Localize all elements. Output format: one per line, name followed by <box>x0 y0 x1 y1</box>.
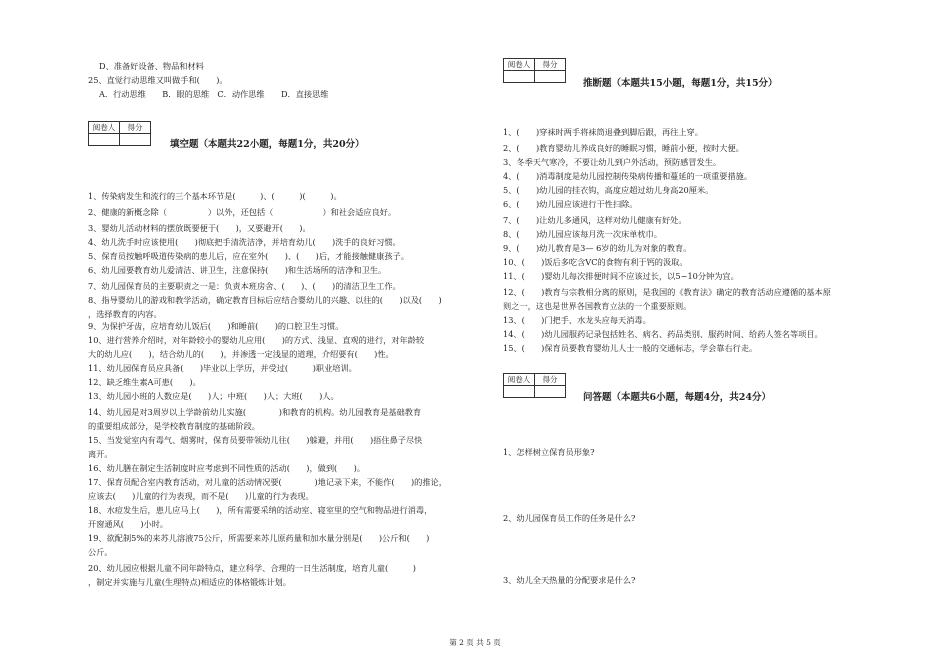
qa-question-1: 1、怎样树立保育员形象? <box>503 447 595 457</box>
judge-question-line: 11、( )婴幼儿每次排便时间不应该过长，以5~10分钟为宜。 <box>503 271 739 281</box>
fill-question-line: ，选择教育的内容。 <box>88 309 162 319</box>
judge-question-line: 则之一，这也是世界各国教育立法的一个重要原则。 <box>503 301 692 311</box>
fill-question-line: 15、当发觉室内有毒气、烟雾时，保育员要带领幼儿往( )躲避，并用( )捂住鼻子尽快 <box>88 435 423 445</box>
score-label: 得分 <box>535 59 566 71</box>
qa-section-title: 问答题（本题共6小题，每题4分，共24分） <box>583 392 771 403</box>
judge-question-line: 5、( )幼儿园的挂衣钩，高度应超过幼儿身高20厘米。 <box>503 185 714 195</box>
judge-question-line: 14、( )幼儿园服药记录包括姓名、病名、药品类别、服药时间、给药人签名等项目。 <box>503 329 823 339</box>
fill-question-line: 9、为保护牙齿，应培育幼儿饭后( )和睡前( )的口腔卫生习惯。 <box>88 321 344 331</box>
fill-question-line: 14、幼儿园是对3周岁以上学龄前幼儿实施( )和教育的机构。幼儿园教育是基础教育 <box>88 407 422 417</box>
fill-question-line: 2、健康的新概念除（ ）以外，还包括（ ）和社会适应良好。 <box>88 207 397 217</box>
fill-question-line: 11、幼儿园保育员应具备( )毕业以上学历，并受过( )职业培训。 <box>88 363 357 373</box>
fill-question-line: 20、幼儿园应根据儿童不同年龄特点，建立科学、合理的一日生活制度，培育儿童( ) <box>88 563 416 573</box>
judge-question-line: 12、( )教育与宗教相分离的原则，是我国的《教育法》确定的教育活动应遵循的基本原 <box>503 287 831 297</box>
fill-question-line: 3、婴幼儿活动材料的摆放既要便于( )，又要避开( )。 <box>88 223 311 233</box>
fill-question-line: 大的幼儿应( )，结合幼儿的( )，并渗透一定浅显的道理，介绍要有( )性。 <box>88 349 394 359</box>
question-25: 25、直觉行动思维又叫做手和( )。 <box>88 75 228 85</box>
fill-question-line: 8、指导婴幼儿的游戏和教学活动，确定教育目标后应结合婴幼儿的兴趣、以往的( )以及( ) <box>88 295 442 305</box>
fill-question-line: 10、进行营养介绍时，对年龄较小的婴幼儿应用( )的方式、浅显、直观的进行，对年龄较 <box>88 335 425 345</box>
fill-question-line: 5、保育员按触呼吸道传染病的患儿后，应在室外( )、( )后，才能接触健康孩子。 <box>88 251 409 261</box>
judge-question-line: 6、( )幼儿园应该进行干性扫除。 <box>503 199 638 209</box>
judge-question-line: 3、冬季天气寒冷，不要让幼儿到户外活动，预防感冒发生。 <box>503 157 722 167</box>
question-25-options: A．行动思维 B．眼的思维 C．动作思维 D．直接思维 <box>99 89 329 99</box>
judge-question-line: 13、( )门把手、水龙头应每天消毒。 <box>503 315 651 325</box>
grader-label: 阅卷人 <box>89 122 120 134</box>
judge-question-line: 10、( )饭后多吃含VC的食物有利于钙的汲取。 <box>503 257 688 267</box>
qa-score-box <box>503 373 566 398</box>
option-line: D、准备好设备、物品和材料 <box>99 61 204 71</box>
judge-question-line: 4、( )消毒制度是幼儿园控制传染病传播和蔓延的一项重要措施。 <box>503 171 753 181</box>
score-label: 得分 <box>120 122 151 134</box>
fill-question-line: 1、传染病发生和流行的三个基本环节是( )、( )( )。 <box>88 191 342 201</box>
fill-question-line: ，制定并实施与儿童(生理特点)相适应的体格锻炼计划。 <box>88 577 291 587</box>
fill-question-line: 应该去( )儿童的行为表现，而不是( )儿童的行为表现。 <box>88 491 314 501</box>
qa-question-3: 3、幼儿全天热量的分配要求是什么? <box>503 575 636 585</box>
judge-question-line: 15、( )保育员要教育婴幼儿人士一般的交通标志，学会靠右行走。 <box>503 343 758 353</box>
fill-question-line: 6、幼儿园要教育幼儿爱清洁、讲卫生，注意保持( )和生活场所的洁净和卫生。 <box>88 265 387 275</box>
score-cell <box>535 386 566 398</box>
fill-question-line: 离开。 <box>88 449 113 459</box>
score-label: 得分 <box>535 374 566 386</box>
judge-question-line: 9、( )幼儿教育是3— 6岁的幼儿为对象的教育。 <box>503 243 692 253</box>
fill-score-box <box>88 121 151 146</box>
judge-question-line: 7、( )让幼儿多通风，这样对幼儿健康有好处。 <box>503 215 687 225</box>
grader-label: 阅卷人 <box>504 59 535 71</box>
fill-question-line: 公斤。 <box>88 547 113 557</box>
grader-cell <box>89 134 120 146</box>
judge-question-line: 1、( )穿袜时两手将袜筒退叠到脚后跟，再往上穿。 <box>503 127 703 137</box>
grader-label: 阅卷人 <box>504 374 535 386</box>
fill-question-line: 的重要组成部分，是学校教育制度的基础阶段。 <box>88 421 260 431</box>
judge-section-title: 推断题（本题共15小题，每题1分，共15分） <box>583 78 778 89</box>
fill-question-line: 7、幼儿园保育员的主要职责之一是：负责本班房舍、( )、( )的清洁卫生工作。 <box>88 281 401 291</box>
grader-cell <box>504 386 535 398</box>
page-footer: 第 2 页 共 5 页 <box>449 638 501 647</box>
fill-question-line: 18、水痘发生后，患儿应马上( )，所有需要采纳的活动室、寝室里的空气和物品进行消毒， <box>88 505 433 515</box>
judge-question-line: 8、( )幼儿园应该每月洗一次床单枕巾。 <box>503 229 662 239</box>
grader-cell <box>504 71 535 83</box>
score-cell <box>535 71 566 83</box>
judge-score-box <box>503 58 566 83</box>
fill-question-line: 12、缺乏维生素A可患( )。 <box>88 377 201 387</box>
fill-question-line: 19、欲配制5%的来苏儿溶液75公斤，所需要来苏儿原药量和加水量分别是( )公斤和( ) <box>88 533 430 543</box>
fill-question-line: 4、幼儿洗手时应该使用( )彻底把手清洗洁净，并培育幼儿( )洗手的良好习惯。 <box>88 237 401 247</box>
fill-section-title: 填空题（本题共22小题，每题1分，共20分） <box>170 139 365 150</box>
fill-question-line: 17、保育员配合室内教育活动，对儿童的活动情况要( )地记录下来，不能作( )的推论， <box>88 477 447 487</box>
qa-question-2: 2、幼儿园保育员工作的任务是什么? <box>503 513 636 523</box>
score-cell <box>120 134 151 146</box>
judge-question-line: 2、( )教育婴幼儿养成良好的睡眠习惯，睡前小便，按时大便。 <box>503 143 744 153</box>
fill-question-line: 13、幼儿园小班的人数应是( )人；中班( )人；大班( )人。 <box>88 391 339 401</box>
fill-question-line: 开窗通风( )小时。 <box>88 519 169 529</box>
fill-question-line: 16、幼儿膳在制定生活制度时应考虑到不同性质的活动( )，做到( )。 <box>88 463 366 473</box>
